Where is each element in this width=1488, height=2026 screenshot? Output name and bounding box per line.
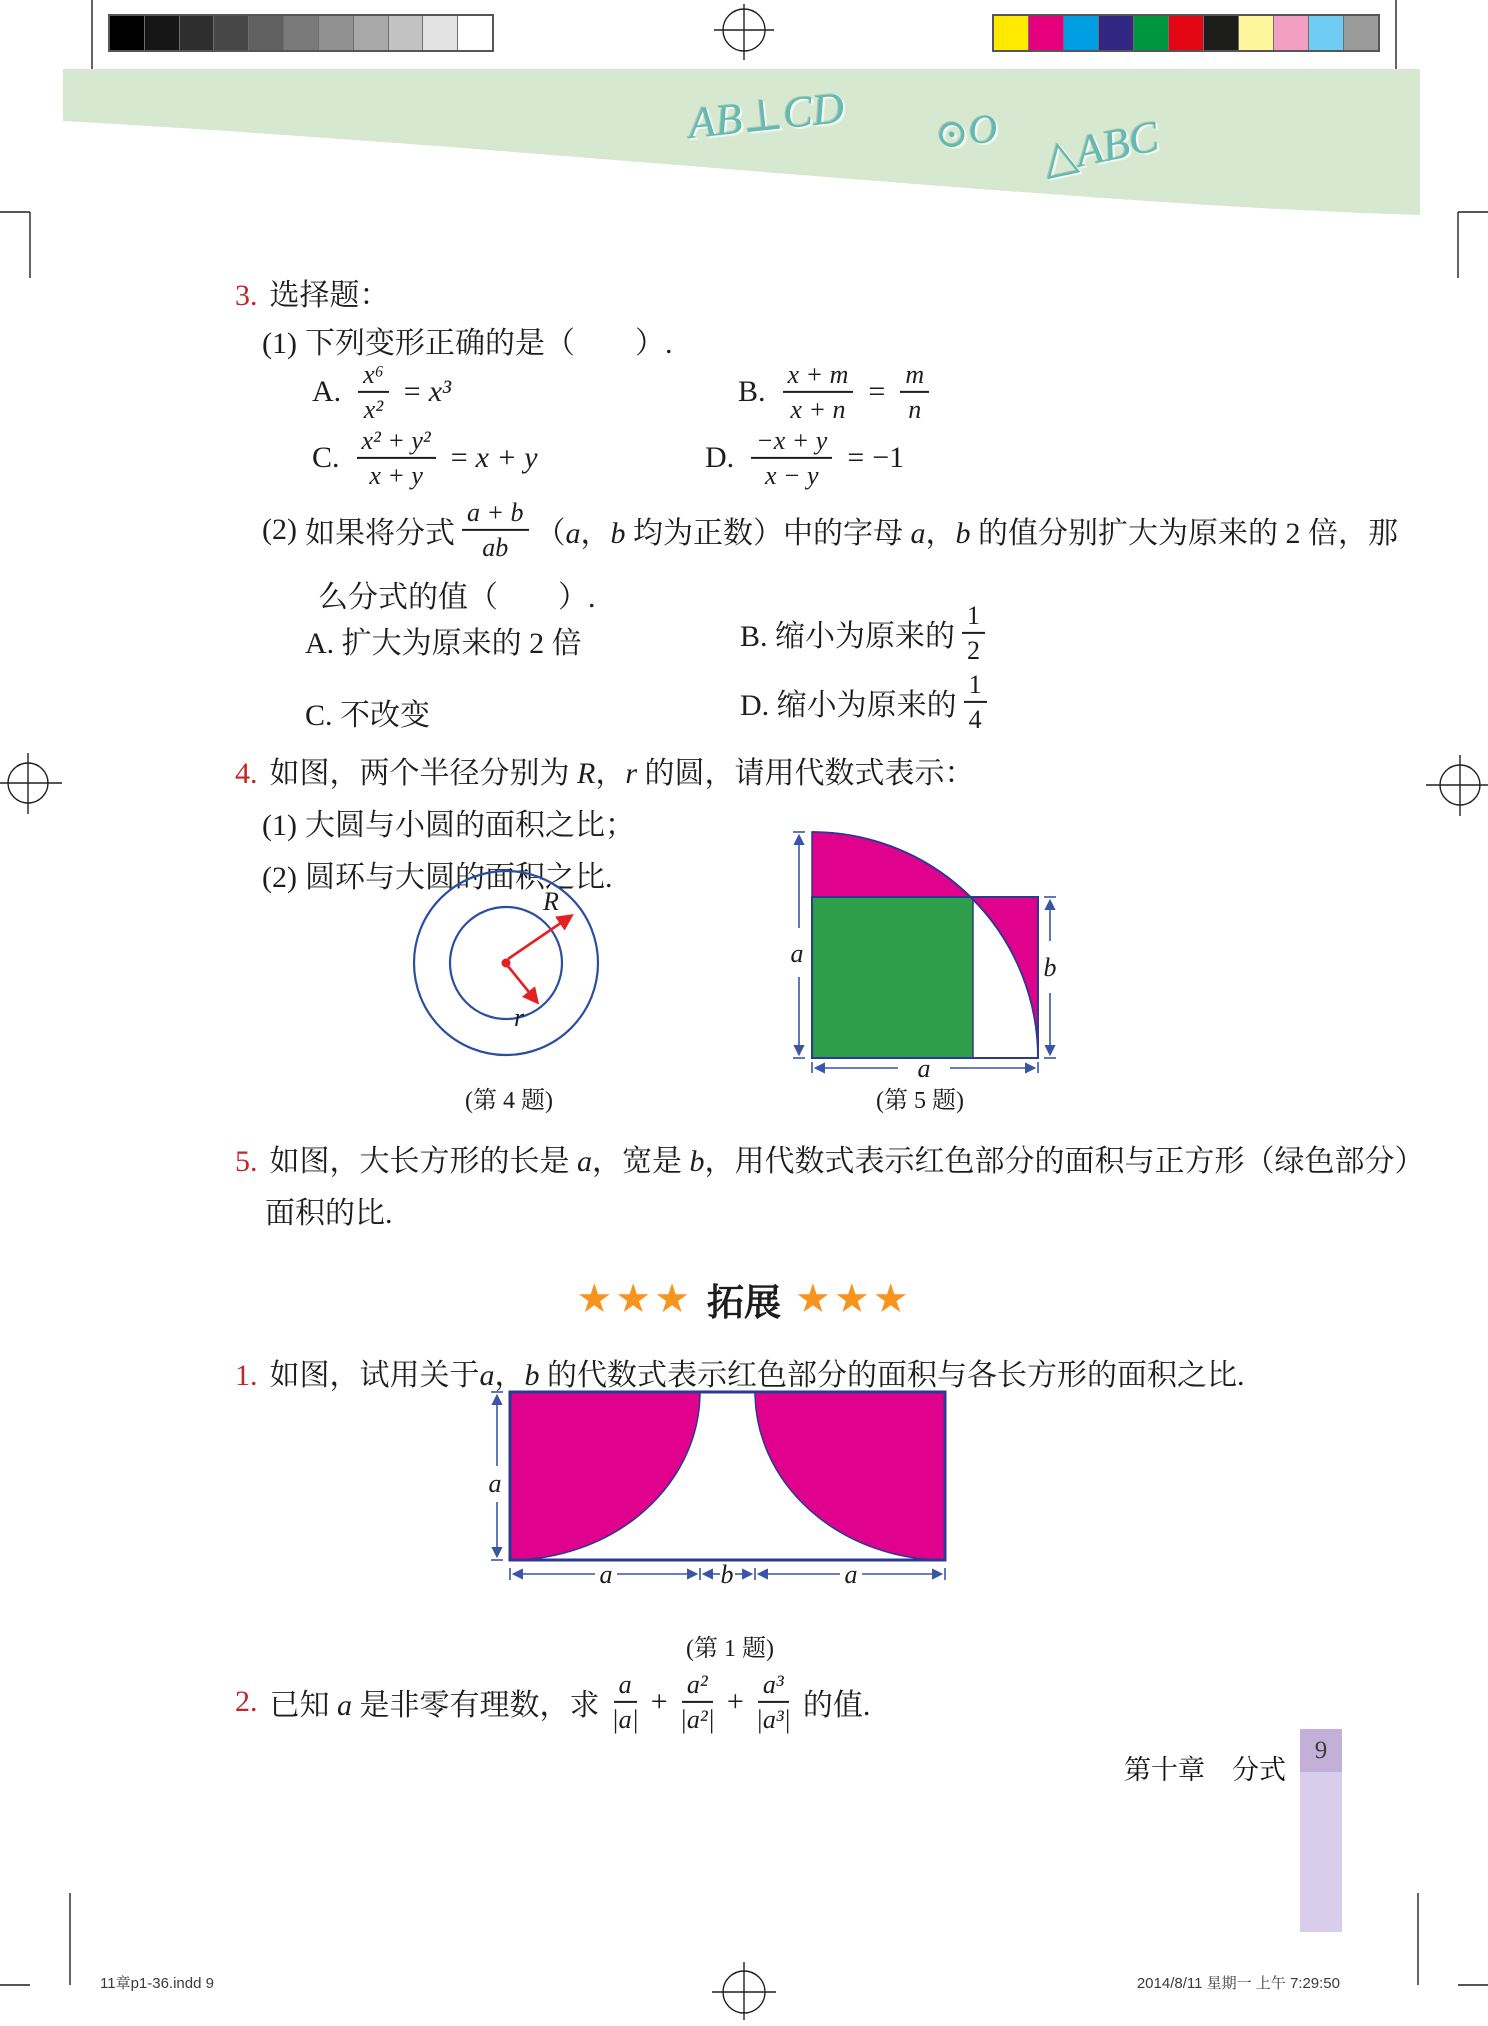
text-segment: b: [955, 517, 971, 550]
q3-1-option-a: [312, 360, 451, 424]
magenta-right-region: [971, 897, 1038, 1058]
color-swatch: [180, 16, 215, 50]
fraction: $\frac{m}{n}$: [900, 360, 929, 424]
width-b-label: b: [720, 1560, 734, 1589]
color-swatch: [145, 16, 180, 50]
text-segment: ，用代数式表示红色部分的面积与正方形（绿色部分）: [704, 1145, 1425, 1178]
text-segment: ，: [494, 1359, 525, 1392]
expansion-q2: [235, 1670, 870, 1734]
text-segment: 是非零有理数，求: [352, 1689, 600, 1722]
fraction: $\frac{\text{x² + y²}}{x + y}$: [357, 426, 436, 490]
right-quarter-disc: [755, 1392, 945, 1560]
equals: =: [450, 441, 468, 474]
option-formula: −1: [872, 441, 905, 474]
height-a-label: a: [488, 1469, 502, 1498]
text-segment: 的圆，请用代数式表示：: [637, 757, 975, 790]
q3-2-label: (2): [262, 513, 297, 546]
figure-q5-caption: (第 5 题): [876, 1088, 964, 1114]
q3-2-text-lead: 如果将分式: [304, 517, 455, 550]
side-a-label: a: [790, 939, 804, 968]
text-segment: b: [610, 517, 626, 550]
figure-q4-caption: (第 4 题): [465, 1088, 553, 1114]
q3-1-option-d: [705, 426, 904, 490]
color-swatch: [1204, 16, 1239, 50]
color-swatch: [423, 16, 458, 50]
q3-2-text-line2: 么分式的值（ ）.: [318, 581, 596, 614]
q4-1-label: (1): [262, 809, 297, 842]
color-swatch: [994, 16, 1029, 50]
text-segment: ，: [580, 517, 611, 550]
question-3-2: [262, 498, 1398, 562]
grayscale-calibration-bar: [108, 14, 494, 52]
fraction: $\frac{1}{2}$: [962, 601, 985, 665]
color-swatch: [354, 16, 389, 50]
text-segment: 的值分别扩大为原来的 2 倍，那: [970, 517, 1399, 550]
figure-x1-rectangles: [478, 1376, 982, 1598]
banner-formula-circle-o: ⊙O: [932, 104, 1001, 159]
question-4-number: 4.: [235, 757, 258, 790]
expansion-title: 拓展: [707, 1283, 781, 1324]
text-segment: a: [337, 1689, 352, 1722]
equals: =: [847, 441, 865, 474]
text-segment: 的代数式表示红色部分的面积与各长方形的面积之比.: [539, 1359, 1245, 1392]
fraction: $\frac{x + m}{x + n}$: [783, 360, 854, 424]
fraction: $\frac{-x + y}{x - y}$: [751, 426, 832, 490]
page-number-badge: 9: [1300, 1729, 1342, 1772]
text-segment: ，: [595, 757, 626, 790]
expansion-q2-number: 2.: [235, 1685, 258, 1718]
question-5-text: [270, 1145, 1425, 1178]
color-calibration-bar: [992, 14, 1380, 52]
fraction: $\frac{a}{|a|}$: [611, 1669, 639, 1734]
text-segment: a: [565, 517, 581, 550]
option-label: D.: [705, 441, 735, 474]
color-swatch: [1099, 16, 1134, 50]
radius-R-label: R: [543, 887, 559, 916]
option-label: C.: [312, 441, 340, 474]
fraction: $\frac{\text{a³}}{\text{|a³|}}$: [755, 1669, 791, 1734]
question-4-text: [270, 757, 975, 790]
text-segment: a: [577, 1145, 592, 1178]
fraction: $\frac{\text{x⁶}}{\text{x²}}$: [358, 360, 389, 424]
text-segment: ，: [925, 517, 956, 550]
width-a1-label: a: [599, 1560, 613, 1589]
q3-2-text-rest: [536, 508, 1399, 552]
q3-2-option-d: [740, 670, 994, 734]
green-square: [812, 897, 973, 1058]
question-3-title: [235, 270, 390, 314]
q3-2-option-a: A. 扩大为原来的 2 倍: [305, 627, 582, 660]
option-label: B. 缩小为原来的: [740, 620, 956, 653]
color-swatch: [1344, 16, 1378, 50]
text-segment: R: [577, 757, 596, 790]
q3-1-text: 下列变形正确的是（ ）.: [304, 327, 673, 360]
option-label: A.: [312, 375, 342, 408]
color-swatch: [110, 16, 145, 50]
q3-2-option-c: C. 不改变: [305, 699, 431, 732]
question-3-1: [262, 318, 672, 362]
text-segment: r: [625, 757, 638, 790]
color-swatch: [319, 16, 354, 50]
text-segment: a: [910, 517, 926, 550]
radius-r-label: r: [513, 1003, 525, 1032]
option-label: B.: [738, 375, 766, 408]
page-edge-strip: [1300, 1772, 1342, 1932]
color-swatch: [1309, 16, 1344, 50]
question-4-1: [262, 800, 635, 844]
chapter-footer: 第十章 分式: [1124, 1755, 1286, 1785]
question-3-text: 选择题：: [269, 279, 390, 312]
q3-1-label: (1): [262, 327, 297, 360]
color-swatch: [249, 16, 284, 50]
q3-2-option-b: [740, 601, 992, 665]
banner-formula-ab-cd: AB⊥CD: [685, 82, 847, 149]
magenta-top-region: [812, 832, 971, 897]
option-label: D. 缩小为原来的: [740, 689, 957, 722]
equals: =: [403, 375, 421, 408]
color-swatch: [389, 16, 424, 50]
option-formula: x + y: [475, 441, 538, 474]
question-5-text-line2: 面积的比.: [265, 1197, 393, 1230]
text-segment: b: [524, 1359, 540, 1392]
print-stamp-datetime: 2014/8/11 星期一 上午 7:29:50: [1136, 1975, 1340, 1992]
text-segment: 均为正数）中的字母: [625, 517, 911, 550]
q4-2-text: 圆环与大圆的面积之比.: [304, 861, 613, 894]
expansion-header: [0, 1272, 1488, 1326]
text-segment: （: [535, 517, 566, 550]
color-swatch: [214, 16, 249, 50]
figure-q5-square: [770, 825, 1070, 1113]
question-4-title: [235, 748, 975, 792]
color-swatch: [1274, 16, 1309, 50]
stars-right-icon: ★★★: [795, 1276, 912, 1322]
question-3-number: 3.: [235, 279, 258, 312]
figure-q4-circles: [403, 858, 615, 1076]
color-swatch: [1239, 16, 1274, 50]
fraction: $\frac{1}{4}$: [964, 670, 987, 734]
text-segment: 已知: [269, 1689, 337, 1722]
text-segment: a: [479, 1359, 495, 1392]
expansion-q2-text: [270, 1680, 600, 1724]
color-swatch: [284, 16, 319, 50]
banner-formula-triangle-abc: △ABC: [1038, 111, 1163, 184]
text-segment: 如图，试用关于: [269, 1359, 480, 1392]
width-a2-label: a: [844, 1560, 858, 1589]
q3-1-option-b: [738, 360, 936, 424]
left-quarter-disc: [510, 1392, 700, 1560]
figure-x1-caption: (第 1 题): [686, 1636, 774, 1662]
color-swatch: [1064, 16, 1099, 50]
fraction: $\frac{a + b}{ab}$: [462, 498, 529, 562]
stars-left-icon: ★★★: [576, 1276, 693, 1322]
plus-sign: +: [726, 1685, 744, 1718]
option-formula: x³: [428, 375, 451, 408]
q3-1-option-c: [312, 426, 538, 490]
expansion-q2-text-tail: 的值.: [802, 1689, 871, 1722]
equals: =: [868, 375, 886, 408]
q4-2-label: (2): [262, 861, 297, 894]
question-5-title: [235, 1136, 1425, 1180]
fraction: $\frac{\text{a²}}{\text{|a²|}}$: [679, 1669, 715, 1734]
side-b-label: b: [1043, 953, 1057, 982]
q4-1-text: 大圆与小圆的面积之比；: [304, 809, 635, 842]
color-swatch: [458, 16, 492, 50]
bottom-a-label: a: [917, 1054, 931, 1083]
radius-r-arrow: [507, 965, 537, 1002]
color-swatch: [1134, 16, 1169, 50]
color-swatch: [1029, 16, 1064, 50]
question-5-number: 5.: [235, 1145, 258, 1178]
text-segment: b: [689, 1145, 705, 1178]
expansion-q1-number: 1.: [235, 1359, 258, 1392]
text-segment: 如图，两个半径分别为: [269, 757, 577, 790]
text-segment: 如图，大长方形的长是: [269, 1145, 577, 1178]
color-swatch: [1169, 16, 1204, 50]
print-stamp-filename: 11章p1-36.indd 9: [100, 1975, 214, 1992]
plus-sign: +: [650, 1685, 668, 1718]
text-segment: ，宽是: [592, 1145, 690, 1178]
